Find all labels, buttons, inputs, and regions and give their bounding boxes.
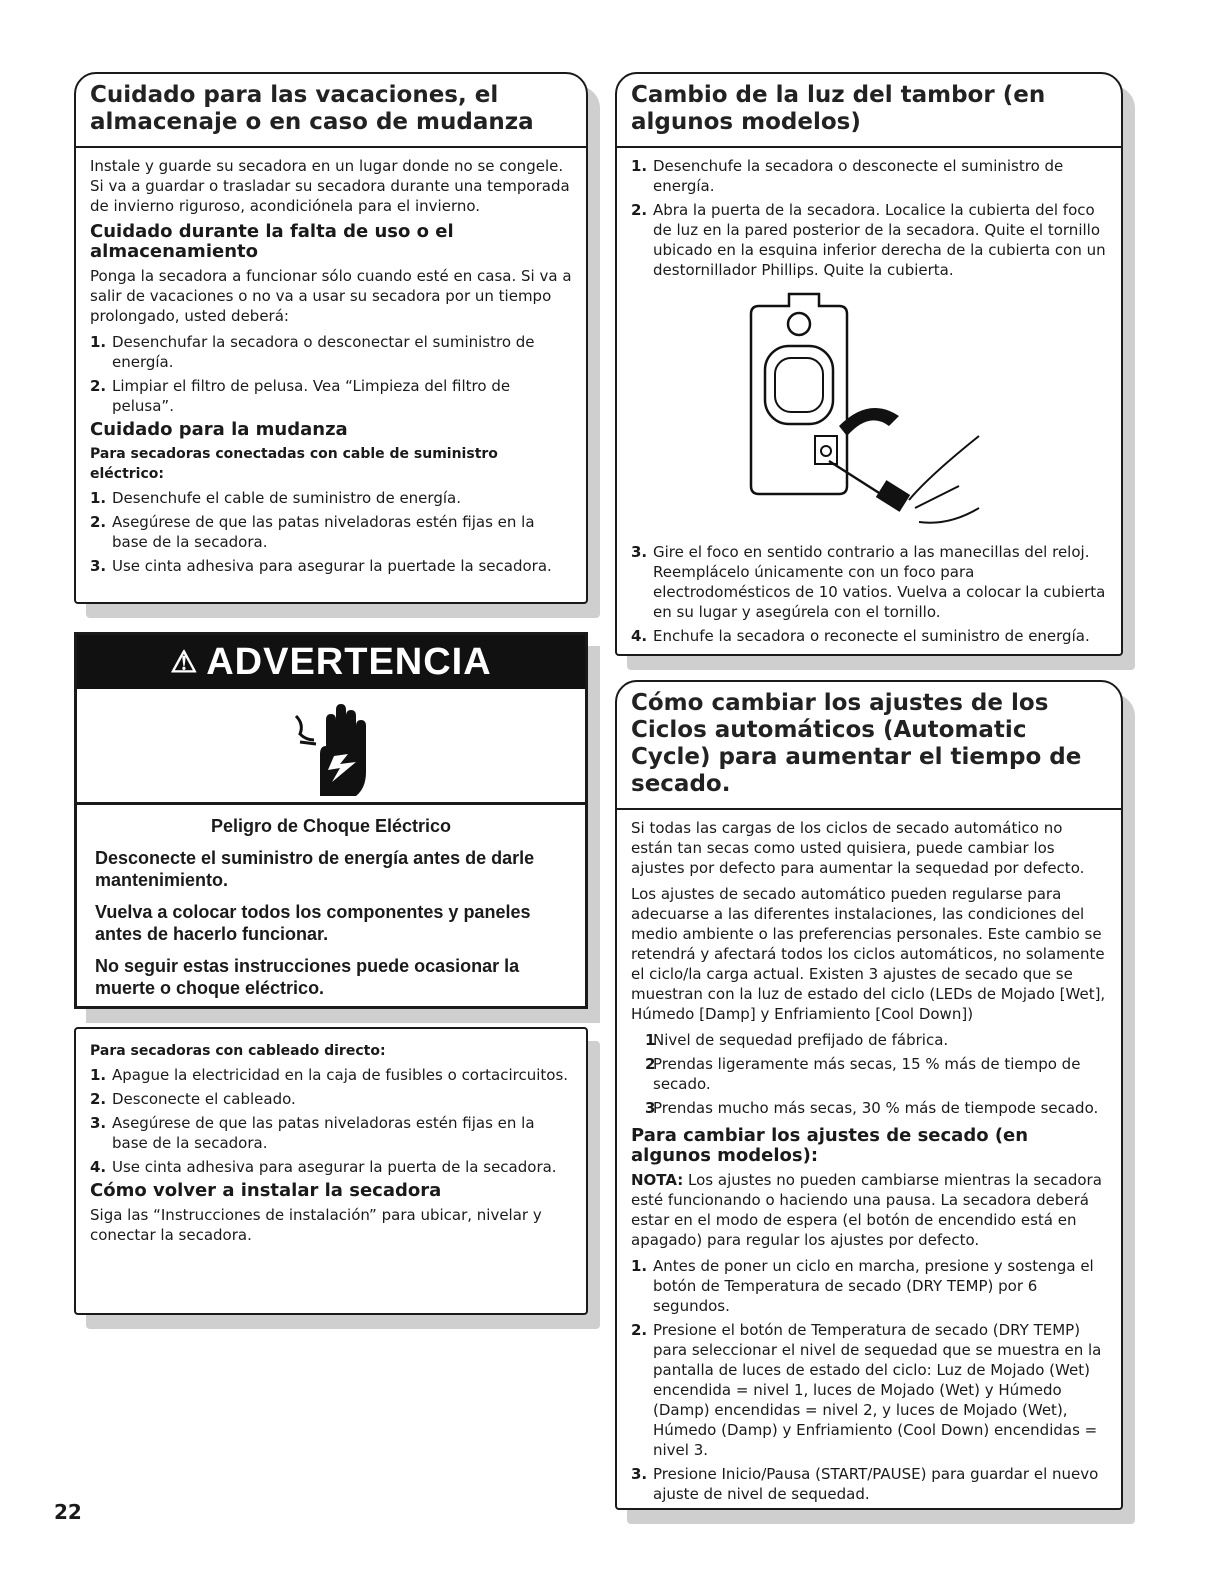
cambiar-ajustes-title: Para cambiar los ajustes de secado (en algunos modelos): [631, 1125, 1029, 1166]
ajustes-p2: Los ajustes de secado automático pueden regularse para adecuarse a las diferentes instalaciones, las condiciones del medio ambiente o las preferencias personales. Este cambio se retendrá y afectará todos los ciclos automáticos, no solamente el ciclo/la carga actual. Existen 3 ajustes de secado que se muestran con la luz de estado del ciclo (LEDs de Mojado [Wet], Húmedo [Damp] y Enfriamiento [Cool Down]) [631, 885, 1106, 1023]
luz-tambor-title: Cambio de la luz del tambor (en algunos modelos) [617, 74, 1121, 148]
cableado-subhead: Para secadoras con cableado directo: [90, 1043, 386, 1059]
step-number: 1. [631, 157, 648, 175]
step-text: Antes de poner un ciclo en marcha, presione y sostenga el botón de Temperatura de secado (DRY TEMP) por 6 segundos. [653, 1257, 1094, 1315]
step-number: 1. [90, 1066, 107, 1084]
shock-hazard-icon-area [77, 689, 585, 805]
vacaciones-section [74, 72, 588, 604]
ajustes-p1: Si todas las cargas de los ciclos de secado automático no están tan secas como usted quisiera, puede cambiar los ajustes por defecto para aumentar la sequedad por defecto. [631, 819, 1085, 877]
list-item [90, 1157, 572, 1177]
warning-line-2: Vuelva a colocar todos los componentes y paneles antes de hacerlo funcionar. [95, 902, 531, 944]
step-text: Abra la puerta de la secadora. Localice la cubierta del foco de luz en la pared posterior de la secadora. Quite el tornillo ubicado en la esquina inferior derecha de la cubierta con un destornillador Phillips. Quite la cubierta. [653, 201, 1106, 279]
step-text: Asegúrese de que las patas niveladoras estén fijas en la base de la secadora. [112, 513, 535, 551]
falta-uso-text: Ponga la secadora a funcionar sólo cuando esté en casa. Si va a salir de vacaciones o no va a usar su secadora por un tiempo prolongado, usted deberá: [90, 267, 572, 325]
warning-line-1: Desconecte el suministro de energía antes de darle mantenimiento. [95, 848, 535, 890]
light-cover-illustration [631, 286, 1107, 536]
list-item [631, 1054, 1107, 1094]
cableado-steps [90, 1065, 572, 1177]
step-text: Presione Inicio/Pausa (START/PAUSE) para guardar el nuevo ajuste de nivel de sequedad. [653, 1465, 1099, 1503]
step-text: Gire el foco en sentido contrario a las manecillas del reloj. Reemplácelo únicamente con un foco para electrodomésticos de 10 vatios. Vuelva a colocar la cubierta en su lugar y asegúrela con el tornillo. [653, 543, 1106, 621]
warning-banner [77, 635, 585, 689]
electric-shock-hand-icon [286, 696, 376, 796]
warning-triangle-icon: ⚠ [170, 645, 199, 679]
step-text: Use cinta adhesiva para asegurar la puerta de la secadora. [112, 1158, 557, 1176]
level-text: Prendas mucho más secas, 30 % más de tiempode secado. [653, 1099, 1099, 1117]
nota-label: NOTA: [631, 1171, 684, 1189]
step-number: 1. [631, 1257, 648, 1275]
list-item [90, 1089, 572, 1109]
cableado-section [74, 1027, 588, 1315]
falta-uso-title: Cuidado durante la falta de uso o el almacenamiento [90, 221, 454, 262]
luz-steps-top [631, 156, 1107, 280]
level-text: Prendas ligeramente más secas, 15 % más de tiempo de secado. [653, 1055, 1081, 1093]
light-cover-screwdriver-image [719, 286, 1019, 536]
mudanza-steps [90, 488, 572, 576]
level-number: 1 [645, 1031, 656, 1049]
list-item [631, 1030, 1107, 1050]
step-text: Enchufe la secadora o reconecte el suministro de energía. [653, 627, 1090, 645]
reinstall-title: Cómo volver a instalar la secadora [90, 1180, 442, 1201]
list-item [90, 376, 572, 416]
step-text: Desenchufar la secadora o desconectar el suministro de energía. [112, 333, 535, 371]
falta-uso-steps [90, 332, 572, 416]
page-number: 22 [54, 1500, 82, 1524]
step-text: Desconecte el cableado. [112, 1090, 296, 1108]
step-number: 2. [90, 1090, 107, 1108]
step-text: Asegúrese de que las patas niveladoras estén fijas en la base de la secadora. [112, 1114, 535, 1152]
nota-paragraph [631, 1170, 1107, 1250]
step-text: Desenchufe el cable de suministro de energía. [112, 489, 461, 507]
level-number: 3 [645, 1099, 656, 1117]
step-number: 2. [90, 377, 107, 395]
step-number: 1. [90, 333, 107, 351]
ajustes-levels [631, 1030, 1107, 1118]
warning-banner-text: ADVERTENCIA [206, 640, 492, 683]
step-number: 4. [90, 1158, 107, 1176]
list-item [90, 1113, 572, 1153]
step-number: 2. [631, 1321, 648, 1339]
step-number: 3. [90, 557, 107, 575]
step-number: 2. [631, 201, 648, 219]
list-item [90, 556, 572, 576]
step-number: 3. [90, 1114, 107, 1132]
ajustes-steps [631, 1256, 1107, 1504]
nota-text: Los ajustes no pueden cambiarse mientras la secadora esté funcionando o haciendo una pausa. La secadora deberá estar en el modo de espera (el botón de encendido está en apagado) para regular los ajustes por defecto. [631, 1171, 1102, 1249]
step-number: 3. [631, 1465, 648, 1483]
step-text: Limpiar el filtro de pelusa. Vea “Limpieza del filtro de pelusa”. [112, 377, 511, 415]
step-text: Desenchufe la secadora o desconecte el suministro de energía. [653, 157, 1064, 195]
step-number: 2. [90, 513, 107, 531]
list-item [631, 1320, 1107, 1460]
list-item [90, 512, 572, 552]
step-number: 3. [631, 543, 648, 561]
warning-box [74, 632, 588, 1009]
list-item [631, 1098, 1107, 1118]
list-item [631, 542, 1107, 622]
reinstall-text: Siga las “Instrucciones de instalación” para ubicar, nivelar y conectar la secadora. [90, 1206, 542, 1244]
list-item [90, 488, 572, 508]
level-text: Nivel de sequedad prefijado de fábrica. [653, 1031, 949, 1049]
vacaciones-intro: Instale y guarde su secadora en un lugar donde no se congele. Si va a guardar o trasladar su secadora durante una temporada de invierno riguroso, acondiciónela para el invierno. [90, 157, 570, 215]
list-item [631, 200, 1107, 280]
warning-line-3: No seguir estas instrucciones puede ocasionar la muerte o choque eléctrico. [95, 956, 520, 998]
step-text: Presione el botón de Temperatura de secado (DRY TEMP) para seleccionar el nivel de sequedad que se muestra en la pantalla de luces de estado del ciclo: Luz de Mojado (Wet) encendida = nivel 1, luces de Mojado (Wet) y Húmedo (Damp) encendidas = nivel 2, y luces de Mojado (Wet), Húmedo (Damp) y Enfriamiento (Cool Down) encendidas = nivel 3. [653, 1321, 1102, 1459]
list-item [631, 1464, 1107, 1504]
step-text: Apague la electricidad en la caja de fusibles o cortacircuitos. [112, 1066, 569, 1084]
level-number: 2 [645, 1055, 656, 1073]
step-number: 1. [90, 489, 107, 507]
list-item [631, 156, 1107, 196]
vacaciones-title: Cuidado para las vacaciones, el almacenaje o en caso de mudanza [76, 74, 586, 148]
mudanza-subhead: Para secadoras conectadas con cable de suministro eléctrico: [90, 446, 498, 482]
warning-danger-title: Peligro de Choque Eléctrico [210, 816, 452, 836]
list-item [90, 1065, 572, 1085]
ajustes-section [615, 680, 1123, 1510]
luz-tambor-section [615, 72, 1123, 656]
step-number: 4. [631, 627, 648, 645]
list-item [631, 1256, 1107, 1316]
ajustes-title: Cómo cambiar los ajustes de los Ciclos automáticos (Automatic Cycle) para aumentar el tiempo de secado. [617, 682, 1121, 810]
mudanza-title: Cuidado para la mudanza [90, 419, 348, 440]
luz-steps-bottom [631, 542, 1107, 646]
list-item [90, 332, 572, 372]
list-item [631, 626, 1107, 646]
step-text: Use cinta adhesiva para asegurar la puertade la secadora. [112, 557, 552, 575]
